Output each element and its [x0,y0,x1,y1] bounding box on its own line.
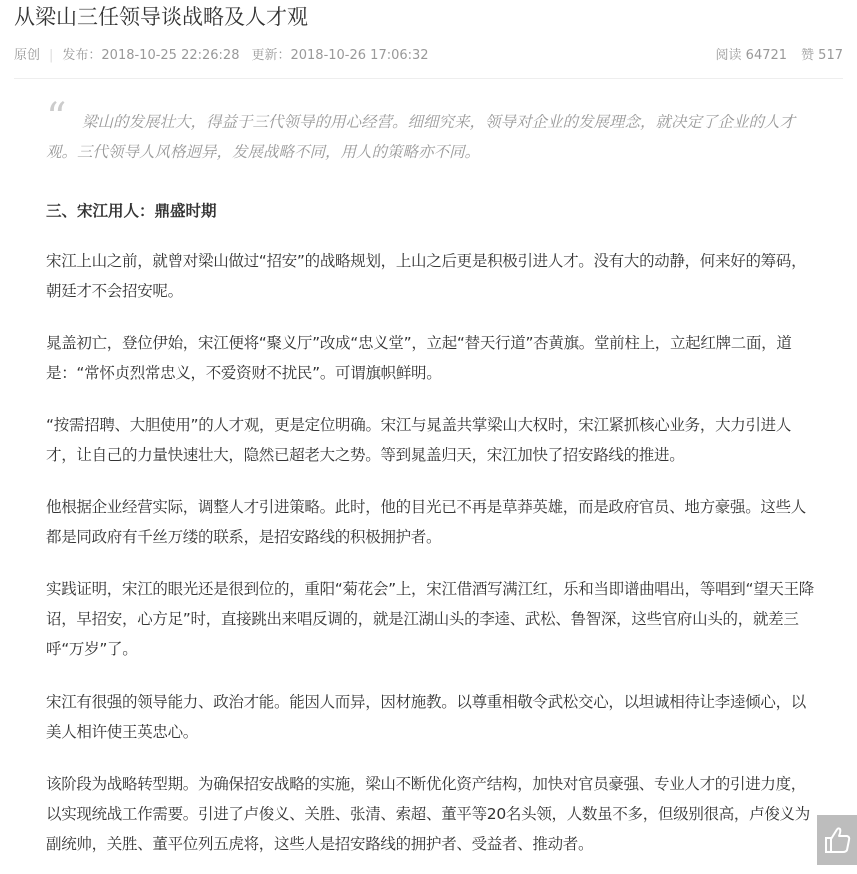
quote-text: 梁山的发展壮大，得益于三代领导的用心经营。细细究来，领导对企业的发展理念，就决定了企业的人才观。三代领导人风格迥异，发展战略不同，用人的策略亦不同。 [46,113,796,161]
article-meta [14,46,843,66]
like-count[interactable]: 赞 517 [801,48,843,63]
read-count: 阅读 64721 [715,48,788,63]
paragraph: 宋江有很强的领导能力、政治才能。能因人而异，因材施教。以尊重相敬令武松交心，以坦诚相待让李逵倾心，以美人相许使王英忠心。 [46,693,807,741]
update-time: 更新：2018-10-26 17:06:32 [251,48,429,63]
paragraph: 他根据企业经营实际，调整人才引进策略。此时，他的目光已不再是草莽英雄，而是政府官员、地方豪强。这些人都是同政府有千丝万缕的联系，是招安路线的积极拥护者。 [46,498,807,546]
paragraph: “按需招聘、大胆使用”的人才观，更是定位明确。宋江与晁盖共掌梁山大权时，宋江紧抓核心业务，大力引进人才，让自己的力量快速壮大，隐然已超老大之势。等到晁盖归天，宋江加快了招安路线的推进。 [46,416,792,464]
meta-separator: | [49,48,54,63]
source-tag: 原创 [14,48,41,63]
like-button[interactable] [817,815,857,865]
article-title: 从梁山三任领导谈战略及人才观 [14,5,308,29]
article-quote [46,107,816,167]
publish-time: 发布：2018-10-25 22:26:28 [62,48,240,63]
header-divider [14,78,843,79]
paragraph: 该阶段为战略转型期。为确保招安战略的实施，梁山不断优化资产结构，加快对官员豪强、专业人才的引进力度，以实现统战工作需要。引进了卢俊义、关胜、张清、索超、董平等20名头领，人数虽不多，但级别很高，卢俊义为副统帅，关胜、董平位列五虎将，这些人是招安路线的拥护者、受益者、推动者。 [46,775,810,853]
paragraph: 宋江上山之前，就曾对梁山做过“招安”的战略规划，上山之后更是积极引进人才。没有大的动静，何来好的筹码，朝廷才不会招安呢。 [46,252,807,300]
paragraph: 晁盖初亡，登位伊始，宋江便将“聚义厅”改成“忠义堂”，立起“替天行道”杏黄旗。堂前柱上，立起红牌二面，道是：“常怀贞烈常忠义，不爱资财不扰民”。可谓旗帜鲜明。 [46,334,792,382]
thumbs-up-icon [823,825,851,855]
section-heading: 三、宋江用人：鼎盛时期 [46,202,217,220]
paragraph: 实践证明，宋江的眼光还是很到位的，重阳“菊花会”上，宋江借酒写满江红，乐和当即谱曲唱出，等唱到“望天王降诏，早招安，心方足”时，直接跳出来唱反调的，就是江湖山头的李逵、武松、鲁智深，这些官府山头的，就差三呼“万岁”了。 [46,580,814,658]
quote-mark-icon: “ [46,95,67,141]
